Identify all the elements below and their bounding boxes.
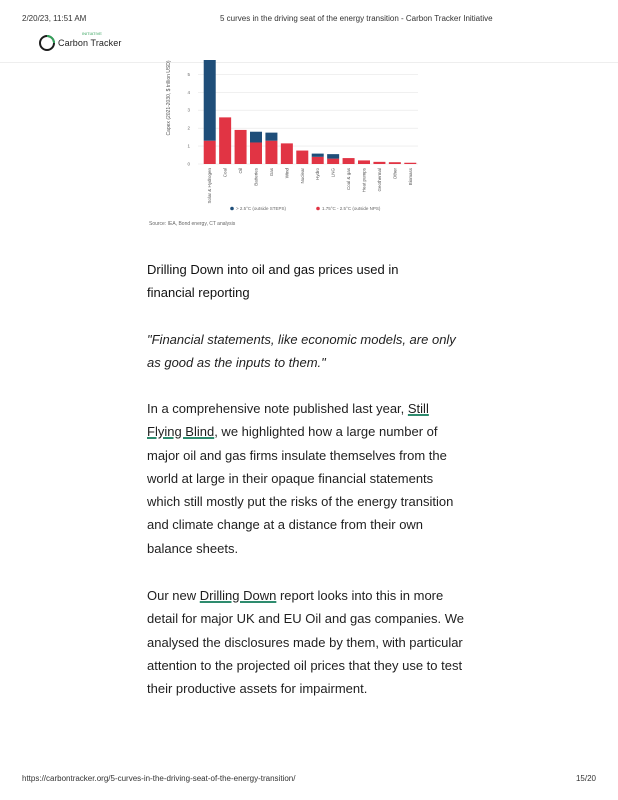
section-subheading: Drilling Down into oil and gas prices used in financial reporting	[147, 262, 399, 300]
bar-segment	[358, 160, 370, 164]
bar-segment	[219, 117, 231, 164]
legend-label: 1.75°C - 2.5°C (outside NPS)	[322, 206, 381, 211]
x-tick-label: Heat pumps	[361, 168, 367, 193]
x-tick-label: Solar & Hydrogen	[207, 168, 213, 204]
logo-tagline: INITIATIVE	[82, 31, 102, 36]
bar-segment	[327, 159, 339, 164]
y-tick-label: 3	[187, 107, 190, 113]
x-tick-label: Oil	[238, 168, 244, 174]
x-tick-label: Batteries	[253, 168, 259, 186]
print-footer	[22, 774, 596, 783]
x-tick-label: Wind	[284, 168, 290, 179]
paragraph-text: report looks into this in more detail for major UK and EU Oil and gas companies. We analysed the disclosures made by them, with particular attention to the projected oil prices that they use to test their productive assets for impairment.	[147, 588, 464, 697]
y-tick-label: 1	[187, 143, 190, 149]
x-tick-label: Other	[392, 168, 398, 180]
bar-segment	[312, 154, 324, 157]
x-tick-label: Coal & gas	[346, 168, 352, 191]
bar-segment	[296, 151, 308, 164]
bar-segment	[204, 60, 216, 141]
still-flying-blind-link[interactable]: Still Flying Blind	[147, 401, 429, 440]
x-tick-label: LNG	[330, 168, 336, 178]
bar-segment	[327, 154, 339, 158]
legend-marker	[230, 207, 234, 211]
y-axis-label: Capex (2021-2030, $ trillion USD)	[166, 60, 172, 136]
bar-segment	[281, 143, 293, 164]
legend-marker	[316, 207, 320, 211]
y-tick-label: 4	[187, 89, 190, 95]
y-tick-label: 0	[187, 161, 190, 167]
y-tick-label: 2	[187, 125, 190, 131]
legend-label: > 2.5°C (outside STEPS)	[236, 206, 286, 211]
pull-quote: "Financial statements, like economic models, are only as good as the inputs to them."	[147, 332, 456, 370]
print-date: 2/20/23, 11:51 AM	[22, 14, 87, 23]
paragraph-text: In a comprehensive note published last year,	[147, 401, 408, 416]
bar-segment	[404, 163, 416, 164]
print-page-title: 5 curves in the driving seat of the energy transition - Carbon Tracker Initiative	[220, 14, 493, 23]
x-tick-label: Hydro	[315, 168, 321, 181]
print-page-number: 15/20	[575, 774, 596, 783]
bar-segment	[235, 130, 247, 164]
bar-segment	[343, 158, 355, 164]
x-tick-label: Nuclear	[299, 168, 305, 184]
bar-segment	[265, 133, 277, 141]
chart-source: Source: IEA, Bond energy, CT analysis	[149, 221, 236, 227]
x-tick-label: Geothermal	[376, 168, 382, 192]
paragraph-drilling-down	[147, 584, 467, 700]
print-header	[22, 14, 596, 23]
paragraph-text: Our new	[147, 588, 200, 603]
paragraph-still-flying-blind	[147, 397, 467, 560]
bar-segment	[389, 162, 401, 164]
drilling-down-link[interactable]: Drilling Down	[199, 588, 277, 603]
carbon-tracker-logo[interactable]	[38, 31, 122, 52]
x-tick-label: Coal	[222, 168, 228, 178]
x-tick-label: Biomass	[407, 168, 413, 186]
bar-segment	[265, 141, 277, 164]
bar-segment	[250, 142, 262, 164]
bar-segment	[250, 132, 262, 143]
carbon-tracker-logo-icon	[38, 34, 56, 52]
bar-segment	[373, 162, 385, 164]
capex-bar-chart	[160, 58, 420, 220]
print-url: https://carbontracker.org/5-curves-in-the-driving-seat-of-the-energy-transition/	[22, 774, 296, 783]
bar-segment	[312, 157, 324, 164]
bar-segment	[204, 141, 216, 164]
paragraph-text: , we highlighted how a large number of major oil and gas firms insulate themselves from the world at large in their opaque financial statements which still mostly put the risks of the energy transition and climate change at a distance from their own balance sheets.	[147, 424, 454, 556]
x-tick-label: Gas	[268, 168, 274, 177]
y-tick-label: 5	[187, 71, 190, 77]
logo-text: Carbon Tracker	[58, 38, 122, 48]
